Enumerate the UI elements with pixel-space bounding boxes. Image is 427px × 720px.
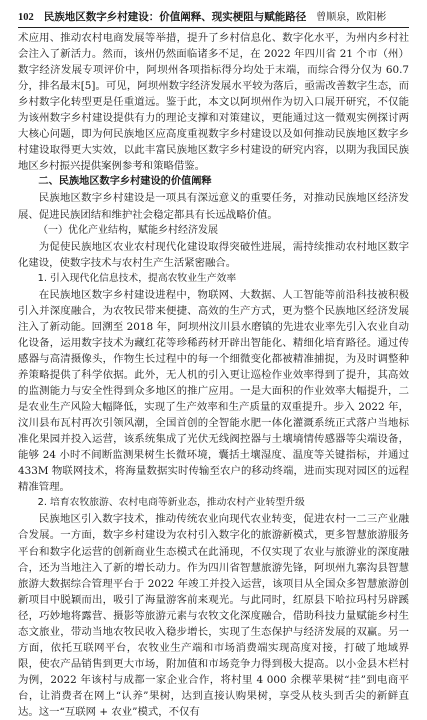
section-heading: 二、民族地区数字乡村建设的价值阐释	[38, 176, 212, 188]
paragraph-section-intro: 民族地区数字乡村建设是一项具有深远意义的重要任务，对推动民族地区经济发展、促进民族团结和维护社会稳定都具有长远战略价值。	[18, 192, 409, 221]
paragraph-subsection-intro: 为促使民族地区农业农村现代化建设取得突破性进展，需持续推动农村地区数字化建设，使数字技术与农村生产生活紧密融合。	[18, 240, 409, 269]
subheading-1: 1. 引入现代化信息技术，提高农牧业生产效率	[37, 272, 237, 284]
running-title: 民族地区数字乡村建设：价值阐释、现实梗阻与赋能路径	[43, 11, 307, 23]
paragraph-intro-continued: 术应用、推动农村电商发展等举措，提升了乡村信息化、数字化水平，为州内乡村社会注入了新活力。然而，该州仍然面临诸多不足，在 2022 年四川省 21 个市（州）数字经济发展专项评价中，阿坝州各项指标得分均处于末端，而综合得分仅为 60.7 分，排名最末[5]。可见，阿坝州数字经济发展水平较为落后，亟需改善数字生态，而乡村数字化转型更是任重道远。鉴于此，本文以阿坝州作为切入口展开研究，不仅能为该州数字乡村建设提供有力的理论支撑和对策建议，更能通过这一微观实例探讨两大核心问题，即为何民族地区应高度重视数字乡村建设以及如何推动民族地区数字乡村建设取得更大实效，以此丰富民族地区数字乡村建设的研究内容，以期为我国民族地区乡村振兴提供案例参考和策略借鉴。	[18, 32, 409, 173]
running-authors: 曾顺泉，欧阳彬	[316, 12, 387, 23]
page-number: 102	[18, 12, 34, 23]
paragraph-tech-efficiency: 在民族地区数字乡村建设进程中，物联网、大数据、人工智能等前沿科技被积极引入并深度融合，为农牧民带来便捷、高效的生产方式，更为整个民族地区经济发展注入了新动能。回溯至 2018 年，阿坝州汶川县水磨镇的先进农业率先引入农业自动化设备，运用数字技术为藏红花等珍稀药材开辟出智能化、精细化培育路径。通过传感器与高清摄像头，作物生长过程中的每一个细微变化都被精准捕捉，为及时调整种养策略提供了科学依据。此外，无人机的引入更让巡检作业效率得到了提升，其高效的监测能力与安全性得到众多地区的推广应用。一是大面积的作业效率大幅提升，二是农业生产风险大幅降低，实现了生产效率和生产质量的双重提升。步入 2022 年，汶川县布瓦村再次引领风潮，全国首创的全智能水肥一体化灌溉系统正式落户当地标准化果园并投入运营，该系统集成了光伏无线阀控器与土壤墒情传感器等尖端设备，能够 24 小时不间断监测果树生长微环境，囊括土壤湿度、温度等关键指标，并通过 433M 物联网技术，将海量数据实时传输至农户的移动终端，进而实现对园区的远程精准管理。	[18, 288, 409, 494]
article-body	[18, 30, 409, 720]
subheading-2: 2. 培育农牧旅游、农村电商等新业态，推动农村产业转型升级	[37, 497, 305, 509]
subsection-heading: （一）优化产业结构，赋能乡村经济发展	[38, 224, 218, 236]
running-header	[18, 8, 409, 28]
paragraph-new-formats: 民族地区引入数字技术，推动传统农业向现代农业转变，促进农村一二三产业融合发展。一方面，数字乡村建设为农村引入数字化的旅游新模式，更多智慧旅游服务平台和数字化运营的创新商业生态模式在此涌现，不仅实现了农业与旅游业的深度融合，还为当地注入了新的增长动力。作为四川省智慧旅游先锋，阿坝州九寨沟县智慧旅游大数据综合管理平台于 2022 年竣工并投入运营，该项目从全国众多智慧旅游创新项目中脱颖而出，吸引了海量游客前来观光。与此同时，红原县下哈拉玛村另辟蹊径，巧妙地将露营、摄影等旅游元素与农牧文化深度融合，借助科技力量赋能乡村生态文旅业，带动当地农牧民收入稳步增长，实现了生态保护与经济发展的双赢。另一方面，依托互联网平台，农牧业生产端和市场消费端实现高度对接，打破了地域界限，使农产品销售到更大市场，附加值和市场竞争力得到极大提高。以小金县木栏村为例，2022 年该村与成都一家企业合作，将村里 4 000 余棵苹果树“挂”到电商平台，让消费者在网上“认养”果树，达到直接认购果树，享受从枝头到舌尖的新鲜直达。这一“互联网 + 农业”模式，不仅有	[18, 513, 409, 718]
